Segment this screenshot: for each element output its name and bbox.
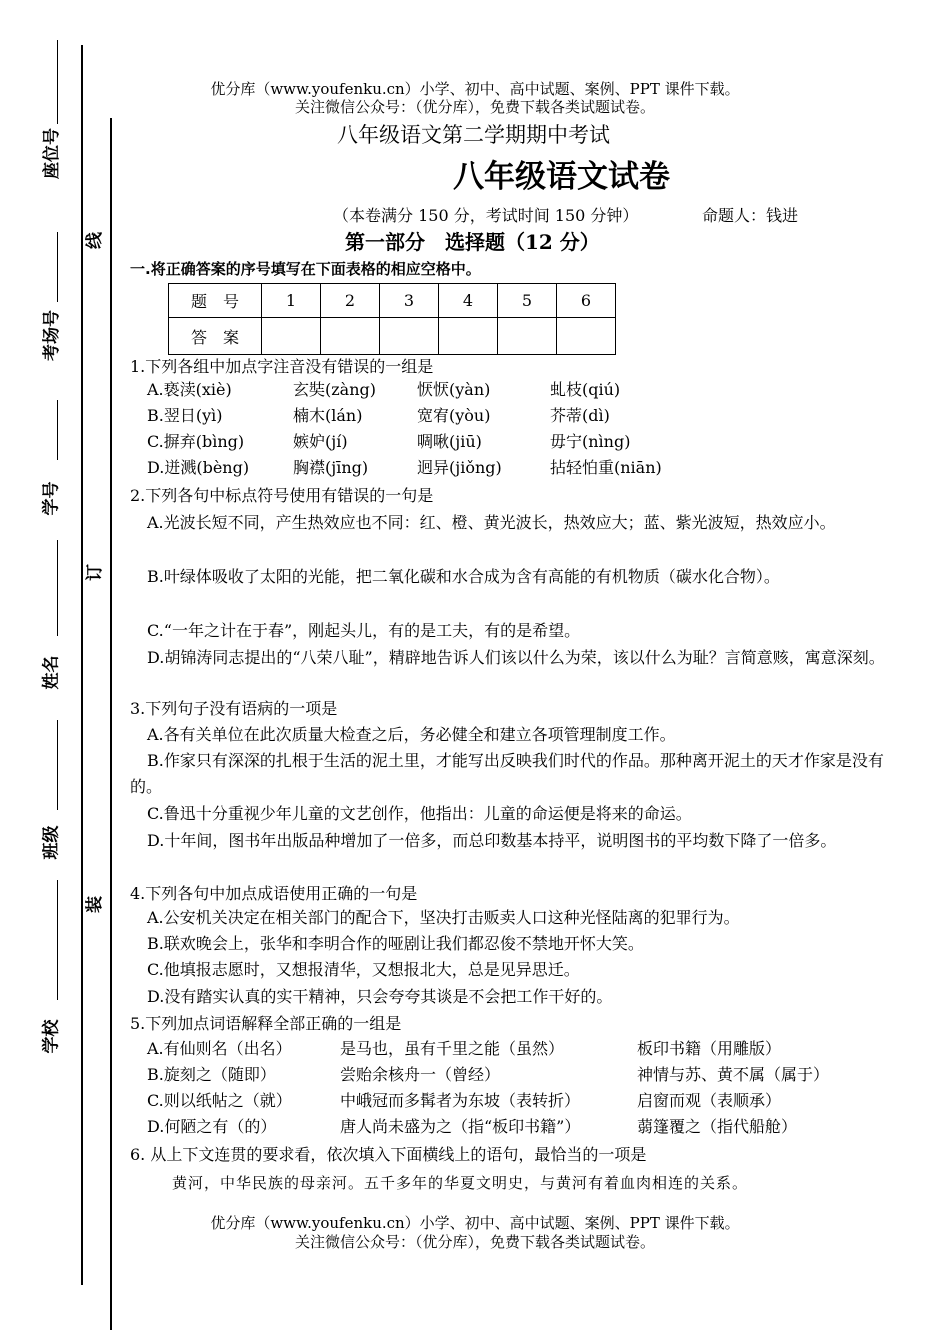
answer-cell[interactable]: [557, 318, 616, 355]
q1-option-b: B.翌日(yì): [147, 406, 223, 425]
instruction: 一.将正确答案的序号填写在下面表格的相应空格中。: [130, 260, 481, 278]
question-number-cell: 3: [380, 284, 439, 318]
exam-author: 命题人：钱进: [702, 206, 799, 225]
promo-top-line1: 优分库（www.youfenku.cn）小学、初中、高中试题、案例、PPT 课件下载。: [210, 80, 740, 98]
question-number-cell: 6: [557, 284, 616, 318]
q5-option-a: A.有仙则名（出名）: [147, 1039, 292, 1058]
class-blank: [57, 720, 58, 810]
q1-option-a-word3: 恹恹(yàn): [417, 380, 491, 399]
q5-option-b-part2: 尝贻余核舟一（曾经）: [340, 1065, 501, 1084]
part-heading: 第一部分 选择题（12 分）: [345, 230, 600, 254]
q5-option-b-part3: 神情与苏、黄不属（属于）: [637, 1065, 830, 1084]
q1-option-d-word3: 迥异(jiǒng): [417, 458, 502, 477]
q1-option-a: A.亵渎(xiè): [147, 380, 232, 399]
q1-option-d-word4: 拈轻怕重(niān): [550, 458, 662, 477]
q5-option-d-part3: 蒻篷覆之（指代船舱）: [637, 1117, 798, 1136]
answer-table: [168, 283, 616, 355]
name-blank: [57, 540, 58, 636]
q4-option-d: D.没有踏实认真的实干精神，只会夸夸其谈是不会把工作干好的。: [147, 987, 613, 1006]
student-id-label: 学号: [41, 481, 62, 516]
q5-option-c-part3: 启窗而观（表顺承）: [637, 1091, 782, 1110]
q5-option-d: D.何陋之有（的）: [147, 1117, 277, 1136]
student-id-blank: [57, 400, 58, 460]
q2-option-c: C.“一年之计在于春”，刚起头儿，有的是工夫，有的是希望。: [147, 621, 581, 640]
q5-option-c: C.则以纸帖之（就）: [147, 1091, 292, 1110]
table-row-label: 题 号: [169, 284, 262, 318]
q1-option-c-word3: 啁啾(jiū): [417, 432, 482, 451]
q5-option-c-part2: 中峨冠而多髯者为东坡（表转折）: [340, 1091, 581, 1110]
q1-option-d: D.迸溅(bèng): [147, 458, 250, 477]
school-label: 学校: [41, 1019, 62, 1054]
q1-option-a-word4: 虬枝(qiú): [550, 380, 621, 399]
q5-stem: 5.下列加点词语解释全部正确的一组是: [130, 1014, 402, 1033]
q1-option-c: C.摒弃(bìng): [147, 432, 245, 451]
seat-number-label: 座位号: [42, 128, 62, 179]
q2-option-d: D.胡锦涛同志提出的“八荣八耻”，精辟地告诉人们该以什么为荣，该以什么为耻？言简意赅，寓意深刻。: [147, 648, 885, 667]
question-number-cell: 5: [498, 284, 557, 318]
q1-option-c-word2: 嫉妒(jí): [293, 432, 348, 451]
binding-mark-staple: 订: [85, 564, 105, 581]
q3-option-a: A.各有关单位在此次质量大检查之后，务必健全和建立各项管理制度工作。: [147, 725, 676, 744]
q4-stem: 4.下列各句中加点成语使用正确的一句是: [130, 884, 418, 903]
q3-stem: 3.下列句子没有语病的一项是: [130, 699, 338, 718]
q2-option-a: A.光波长短不同，产生热效应也不同：红、橙、黄光波长，热效应大；蓝、紫光波短，热效应小。: [147, 513, 836, 532]
binding-mark-bind: 装: [85, 896, 105, 913]
promo-top-line2: 关注微信公众号：（优分库），免费下载各类试题试卷。: [294, 98, 655, 116]
table-row-label: 答 案: [169, 318, 262, 355]
q1-option-d-word2: 胸襟(jīng): [293, 458, 369, 477]
q6-stem: 6. 从上下文连贯的要求看，依次填入下面横线上的语句，最恰当的一项是: [130, 1145, 647, 1164]
q1-option-b-word3: 宽宥(yòu): [417, 406, 491, 425]
q6-passage: 黄河，中华民族的母亲河。五千多年的华夏文明史，与黄河有着血肉相连的关系。: [172, 1174, 749, 1192]
q1-stem: 1.下列各组中加点字注音没有错误的一组是: [130, 357, 434, 376]
school-blank: [57, 880, 58, 1000]
answer-cell[interactable]: [498, 318, 557, 355]
page-title: 八年级语文试卷: [453, 159, 670, 195]
q1-option-b-word2: 楠木(lán): [293, 406, 363, 425]
question-number-cell: 1: [262, 284, 321, 318]
question-number-cell: 4: [439, 284, 498, 318]
q1-option-c-word4: 毋宁(nìng): [550, 432, 631, 451]
q5-option-d-part2: 唐人尚未盛为之（指“板印书籍”）: [340, 1117, 581, 1136]
class-label: 班级: [41, 825, 62, 860]
exam-subtitle: 八年级语文第二学期期中考试: [337, 123, 610, 147]
name-label: 姓名: [41, 655, 62, 690]
q4-option-c: C.他填报志愿时，又想报清华，又想报北大，总是见异思迁。: [147, 960, 580, 979]
q3-option-b: B.作家只有深深的扎根于生活的泥土里，才能写出反映我们时代的作品。那种离开泥土的天才作家是没有的。: [130, 751, 884, 796]
q3-option-d: D.十年间，图书年出版品种增加了一倍多，而总印数基本持平，说明图书的平均数下降了一倍多。: [147, 831, 837, 850]
q1-option-b-word4: 芥蒂(dì): [550, 406, 610, 425]
q5-option-b: B.旋刻之（随即）: [147, 1065, 276, 1084]
answer-cell[interactable]: [439, 318, 498, 355]
exam-room-blank: [57, 232, 58, 302]
promo-bottom-line1: 优分库（www.youfenku.cn）小学、初中、高中试题、案例、PPT 课件下载。: [210, 1214, 740, 1232]
question-number-cell: 2: [321, 284, 380, 318]
q4-option-a: A.公安机关决定在相关部门的配合下，坚决打击贩卖人口这种光怪陆离的犯罪行为。: [147, 908, 740, 927]
q3-option-c: C.鲁迅十分重视少年儿童的文艺创作，他指出：儿童的命运便是将来的命运。: [147, 804, 692, 823]
binding-mark-line: 线: [85, 232, 105, 249]
answer-cell[interactable]: [321, 318, 380, 355]
q5-option-a-part3: 板印书籍（用雕版）: [637, 1039, 782, 1058]
q2-option-b: B.叶绿体吸收了太阳的光能，把二氧化碳和水合成为含有高能的有机物质（碳水化合物）。: [147, 567, 780, 586]
exam-room-label: 考场号: [42, 310, 62, 361]
binding-line-outer: [81, 45, 83, 1285]
answer-cell[interactable]: [380, 318, 439, 355]
answer-cell[interactable]: [262, 318, 321, 355]
q5-option-a-part2: 是马也，虽有千里之能（虽然）: [340, 1039, 565, 1058]
exam-info: （本卷满分 150 分，考试时间 150 分钟）: [333, 206, 639, 225]
binding-line-inner: [110, 118, 112, 1330]
q1-option-a-word2: 玄奘(zàng): [293, 380, 377, 399]
q2-stem: 2.下列各句中标点符号使用有错误的一句是: [130, 486, 434, 505]
q4-option-b: B.联欢晚会上，张华和李明合作的哑剧让我们都忍俊不禁地开怀大笑。: [147, 934, 644, 953]
promo-bottom-line2: 关注微信公众号：（优分库），免费下载各类试题试卷。: [294, 1233, 655, 1251]
